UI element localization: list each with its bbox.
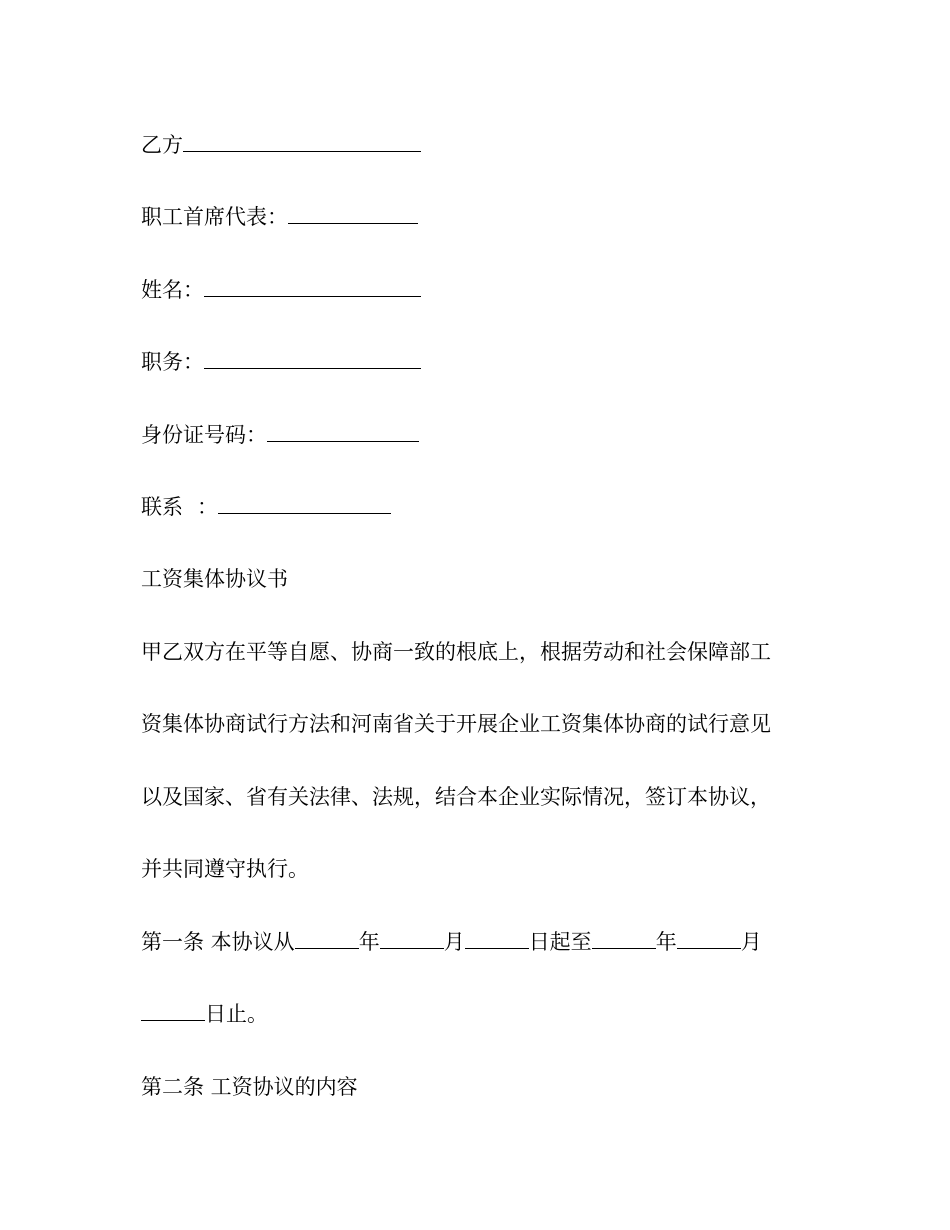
document-title: 工资集体协议书: [141, 567, 288, 591]
chief-rep-line: [141, 200, 418, 234]
article-1-prefix: 第一条 本协议从: [141, 930, 295, 954]
chief-rep-blank[interactable]: [288, 201, 418, 224]
name-line: [141, 273, 421, 307]
position-line: [141, 345, 421, 379]
start-month-blank[interactable]: [380, 926, 444, 949]
intro-line-2: 资集体协商试行方法和河南省关于开展企业工资集体协商的试行意见: [141, 712, 771, 736]
contact-line: [141, 490, 391, 524]
intro-line-4: 并共同遵守执行。: [141, 857, 309, 881]
article-1-end-line: [141, 997, 268, 1031]
article-1-end: 日止。: [205, 1002, 268, 1026]
article-1-month-1: 月: [443, 930, 465, 954]
intro-line-3: 以及国家、省有关法律、法规，结合本企业实际情况，签订本协议，: [141, 785, 771, 809]
article-1-line: [141, 925, 762, 959]
party-b-label: 乙方: [141, 133, 183, 157]
name-label: 姓名：: [141, 278, 204, 302]
end-day-blank[interactable]: [141, 998, 205, 1021]
party-b-blank[interactable]: [183, 129, 421, 152]
position-blank[interactable]: [204, 346, 421, 369]
id-number-line: [141, 418, 419, 452]
contact-colon: ：: [197, 495, 218, 519]
name-blank[interactable]: [204, 274, 421, 297]
article-1-year-1: 年: [358, 930, 380, 954]
chief-rep-label: 职工首席代表：: [141, 205, 288, 229]
contact-label: 联系: [141, 495, 183, 519]
article-2-heading: 第二条 工资协议的内容: [141, 1075, 358, 1099]
id-number-label: 身份证号码：: [141, 423, 267, 447]
start-day-blank[interactable]: [465, 926, 529, 949]
position-label: 职务：: [141, 350, 204, 374]
start-year-blank[interactable]: [295, 926, 359, 949]
article-1-day-to: 日起至: [528, 930, 592, 954]
end-year-blank[interactable]: [592, 926, 656, 949]
end-month-blank[interactable]: [677, 926, 741, 949]
party-b-line: [141, 128, 421, 162]
article-1-month-2: 月: [740, 930, 762, 954]
id-number-blank[interactable]: [267, 419, 419, 442]
article-1-year-2: 年: [655, 930, 677, 954]
contact-blank[interactable]: [218, 491, 391, 514]
intro-line-1: 甲乙双方在平等自愿、协商一致的根底上，根据劳动和社会保障部工: [141, 640, 771, 664]
